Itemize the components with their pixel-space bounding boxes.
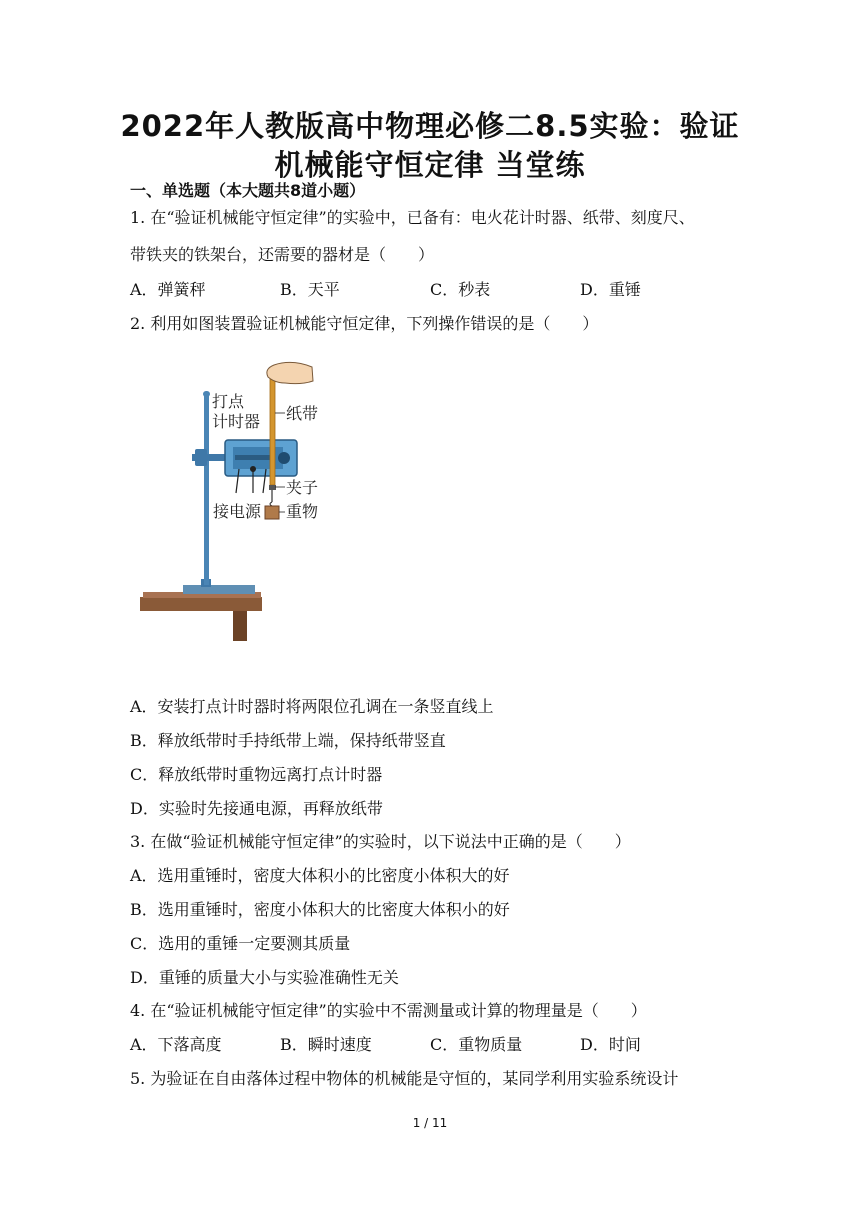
question-3-option-b: B．选用重锤时，密度小体积大的比密度大体积小的好 xyxy=(130,900,510,919)
label-tape: 纸带 xyxy=(286,404,319,423)
hand xyxy=(267,362,313,383)
table-top xyxy=(140,597,262,611)
question-1-option-b: B．天平 xyxy=(280,280,340,299)
question-4-line-1: 4. 在“验证机械能守恒定律”的实验中不需测量或计算的物理量是（ ） xyxy=(130,1001,647,1020)
page-title-line-2: 机械能守恒定律 当堂练 xyxy=(274,148,586,182)
question-1-option-c: C．秒表 xyxy=(430,280,491,299)
question-2-line-1: 2. 利用如图装置验证机械能守恒定律，下列操作错误的是（ ） xyxy=(130,314,599,333)
question-1-option-d: D．重锤 xyxy=(580,280,641,299)
question-3-option-d: D．重锤的质量大小与实验准确性无关 xyxy=(130,968,399,987)
question-4-option-d: D．时间 xyxy=(580,1035,641,1054)
question-4-option-a: A．下落高度 xyxy=(130,1035,222,1054)
question-2-option-d: D．实验时先接通电源，再释放纸带 xyxy=(130,799,383,818)
table-leg xyxy=(233,611,247,641)
label-clip: 夹子 xyxy=(286,478,319,497)
label-weight: 重物 xyxy=(286,502,319,521)
paper-tape xyxy=(270,373,275,485)
stand-rod xyxy=(204,395,209,585)
stand-base xyxy=(183,585,255,594)
question-3-option-a: A．选用重锤时，密度大体积小的比密度小体积大的好 xyxy=(130,866,510,885)
question-4-option-b: B．瞬时速度 xyxy=(280,1035,372,1054)
question-4-option-c: C．重物质量 xyxy=(430,1035,523,1054)
label-timer-1: 打点 xyxy=(212,392,245,411)
experiment-figure xyxy=(135,355,355,645)
question-1-line-1: 1. 在“验证机械能守恒定律”的实验中，已备有：电火花计时器、纸带、刻度尺、 xyxy=(130,208,695,227)
question-3-line-1: 3. 在做“验证机械能守恒定律”的实验时，以下说法中正确的是（ ） xyxy=(130,832,631,851)
label-power: 接电源 xyxy=(213,502,262,521)
question-2-option-c: C．释放纸带时重物远离打点计时器 xyxy=(130,765,383,784)
weight xyxy=(265,506,279,519)
page-title-line-1: 2022年人教版高中物理必修二8.5实验：验证 xyxy=(120,109,740,143)
question-2-option-a: A．安装打点计时器时将两限位孔调在一条竖直线上 xyxy=(130,697,494,716)
question-1-line-2: 带铁夹的铁架台，还需要的器材是（ ） xyxy=(130,245,435,264)
question-3-option-c: C．选用的重锤一定要测其质量 xyxy=(130,934,351,953)
question-5-line-1: 5. 为验证在自由落体过程中物体的机械能是守恒的，某同学利用实验系统设计 xyxy=(130,1069,679,1088)
question-1-option-a: A．弹簧秤 xyxy=(130,280,206,299)
section-heading: 一、单选题（本大题共8道小题） xyxy=(130,181,366,200)
label-timer-2: 计时器 xyxy=(212,412,261,431)
question-2-option-b: B．释放纸带时手持纸带上端，保持纸带竖直 xyxy=(130,731,446,750)
page-number: 1 / 11 xyxy=(412,1116,448,1130)
